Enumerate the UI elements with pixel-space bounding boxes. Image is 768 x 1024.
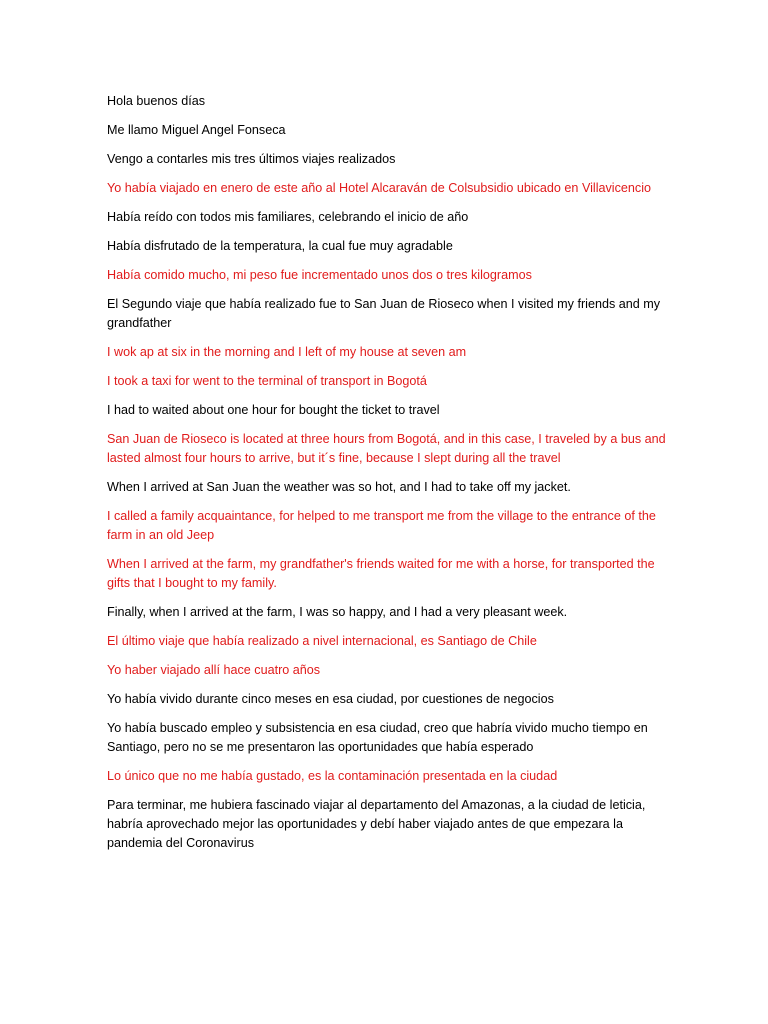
paragraph-peso: Había comido mucho, mi peso fue incrementado unos dos o tres kilogramos — [107, 268, 532, 282]
paragraph-horse: When I arrived at the farm, my grandfather's friends waited for me with a horse, for transported the gifts that I bought to my family. — [107, 557, 655, 590]
paragraph-name: Me llamo Miguel Angel Fonseca — [107, 123, 286, 137]
paragraph-taxi: I took a taxi for went to the terminal of transport in Bogotá — [107, 374, 427, 388]
paragraph-familiares: Había reído con todos mis familiares, celebrando el inicio de año — [107, 210, 469, 224]
paragraph-happy: Finally, when I arrived at the farm, I was so happy, and I had a very pleasant week. — [107, 605, 568, 619]
paragraph-negocios: Yo había vivido durante cinco meses en esa ciudad, por cuestiones de negocios — [107, 692, 554, 706]
paragraph-empleo: Yo había buscado empleo y subsistencia en esa ciudad, creo que habría vivido mucho tiempo en Santiago, pero no se me presentaron las oportunidades que había esperado — [107, 721, 648, 754]
paragraph-temperatura: Había disfrutado de la temperatura, la cual fue muy agradable — [107, 239, 453, 253]
paragraph-acquaintance: I called a family acquaintance, for helped to me transport me from the village to the entrance of the farm in an old Jeep — [107, 509, 656, 542]
paragraph-cuatro-anos: Yo haber viajado allí hace cuatro años — [107, 663, 321, 677]
paragraph-woke-up: I wok ap at six in the morning and I left of my house at seven am — [107, 345, 467, 359]
paragraph-villavicencio: Yo había viajado en enero de este año al Hotel Alcaraván de Colsubsidio ubicado en Villavicencio — [107, 181, 652, 195]
paragraph-ticket: I had to waited about one hour for bought the ticket to travel — [107, 403, 440, 417]
paragraph-greeting: Hola buenos días — [107, 94, 206, 108]
paragraph-segundo-viaje: El Segundo viaje que había realizado fue to San Juan de Rioseco when I visited my friends and my grandfather — [107, 297, 661, 330]
paragraph-conclusion: Para terminar, me hubiera fascinado viajar al departamento del Amazonas, a la ciudad de leticia, habría aprovechado mejor las oportunidades y debí haber viajado antes de que empezara la pandemia del Coronavirus — [107, 798, 646, 850]
document-body — [107, 92, 667, 863]
paragraph-weather: When I arrived at San Juan the weather was so hot, and I had to take off my jacket. — [107, 480, 571, 494]
paragraph-intro: Vengo a contarles mis tres últimos viajes realizados — [107, 152, 396, 166]
paragraph-rioseco-bus: San Juan de Rioseco is located at three hours from Bogotá, and in this case, I traveled by a bus and lasted almost four hours to arrive, but it´s fine, because I slept during all the travel — [107, 432, 666, 465]
paragraph-santiago: El último viaje que había realizado a nivel internacional, es Santiago de Chile — [107, 634, 537, 648]
paragraph-contaminacion: Lo único que no me había gustado, es la contaminación presentada en la ciudad — [107, 769, 558, 783]
